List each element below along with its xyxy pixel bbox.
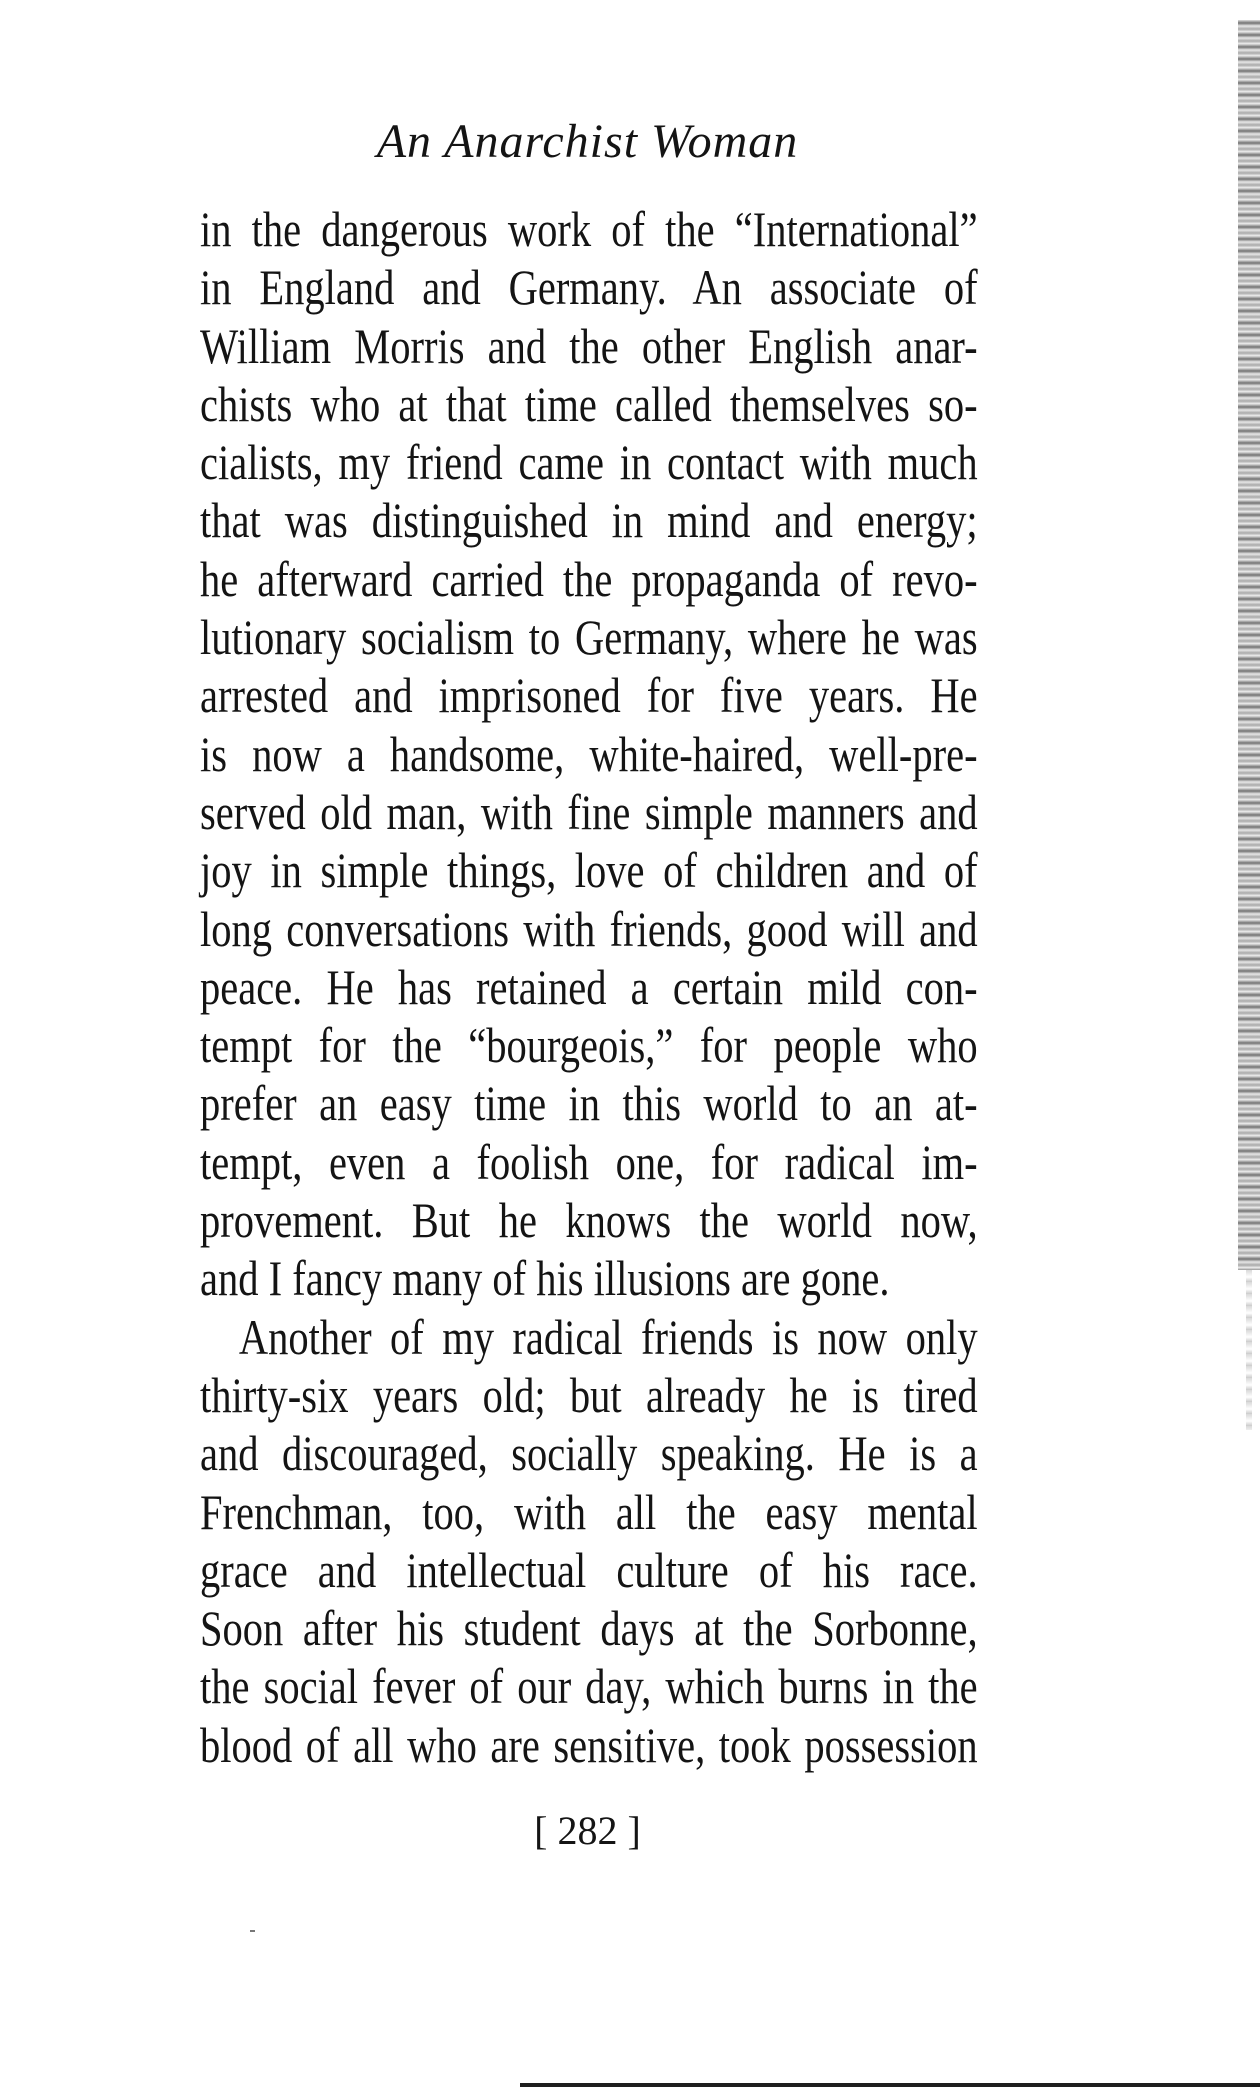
text-line: tempt for the “bourgeois,” for people who — [200, 1017, 978, 1074]
text-line: joy in simple things, love of children and of — [200, 842, 978, 899]
body-text — [200, 200, 978, 1774]
text-line: chists who at that time called themselves so- — [200, 375, 978, 432]
text-line: long conversations with friends, good will and — [200, 900, 978, 957]
text-line: arrested and imprisoned for five years. He — [200, 667, 978, 724]
text-line: William Morris and the other English anar- — [200, 317, 978, 374]
text-line: in England and Germany. An associate of — [200, 259, 978, 316]
text-line: Frenchman, too, with all the easy mental — [200, 1483, 978, 1540]
text-line: and discouraged, socially speaking. He is a — [200, 1425, 978, 1482]
bottom-edge-rule — [520, 2083, 1260, 2087]
text-line: Another of my radical friends is now only — [238, 1308, 978, 1365]
text-line: lutionary socialism to Germany, where he was — [200, 609, 978, 666]
text-line: served old man, with fine simple manners and — [200, 783, 978, 840]
text-line: thirty-six years old; but already he is tired — [200, 1366, 978, 1423]
running-head: An Anarchist Woman — [376, 115, 799, 168]
text-line: Soon after his student days at the Sorbonne, — [200, 1600, 978, 1657]
text-line: and I fancy many of his illusions are gone. — [200, 1250, 890, 1307]
text-line: is now a handsome, white-haired, well-pre- — [200, 725, 978, 782]
page-number: [ 282 ] — [534, 1808, 641, 1853]
text-line: tempt, even a foolish one, for radical im- — [200, 1133, 978, 1190]
page-edge-shadow — [1238, 20, 1260, 1270]
text-line: prefer an easy time in this world to an at- — [200, 1075, 978, 1132]
text-line: cialists, my friend came in contact with much — [200, 434, 978, 491]
text-line: that was distinguished in mind and energy; — [200, 492, 978, 549]
text-line: in the dangerous work of the “International” — [200, 201, 978, 257]
page-edge-shadow-lower — [1246, 1270, 1252, 1430]
stray-mark — [250, 1930, 255, 1932]
text-line: he afterward carried the propaganda of revo- — [200, 550, 978, 607]
text-line: peace. He has retained a certain mild con- — [200, 958, 978, 1015]
text-line: provement. But he knows the world now, — [200, 1192, 978, 1249]
text-line: the social fever of our day, which burns in the — [200, 1658, 978, 1715]
text-line: blood of all who are sensitive, took possession — [200, 1716, 978, 1773]
text-line: grace and intellectual culture of his race. — [200, 1541, 978, 1598]
